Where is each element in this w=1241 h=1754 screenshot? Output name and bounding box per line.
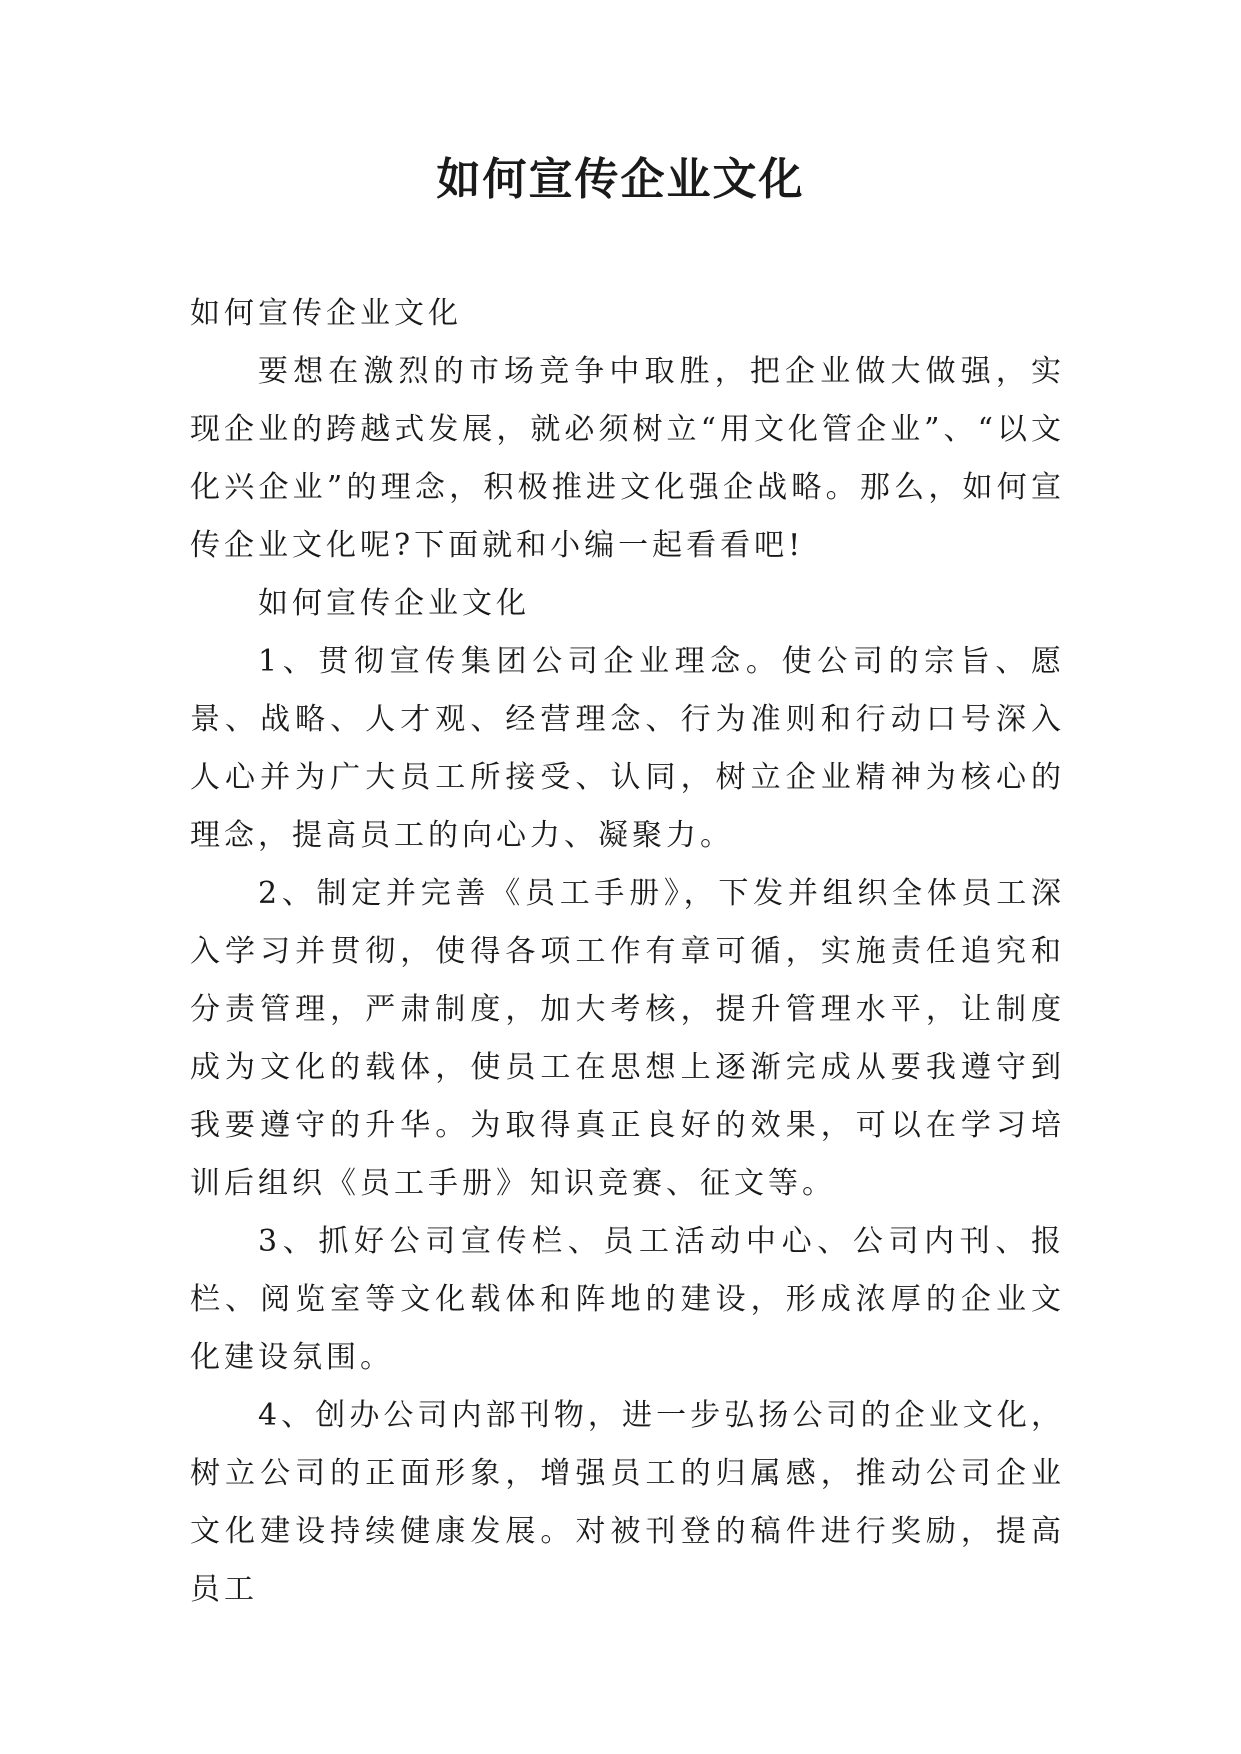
intro-paragraph: 要想在激烈的市场竞争中取胜，把企业做大做强，实现企业的跨越式发展，就必须树立“用文化管企业”、“以文化兴企业”的理念，积极推进文化强企战略。那么，如何宣传企业文化呢?下面就和小编一起看看吧!: [190, 354, 1065, 563]
point-4-paragraph: 4、创办公司内部刊物，进一步弘扬公司的企业文化，树立公司的正面形象，增强员工的归属感，推动公司企业文化建设持续健康发展。对被刊登的稿件进行奖励，提高员工: [190, 1398, 1065, 1607]
point-2-paragraph: 2、制定并完善《员工手册》，下发并组织全体员工深入学习并贯彻，使得各项工作有章可循，实施责任追究和分责管理，严肃制度，加大考核，提升管理水平，让制度成为文化的载体，使员工在思想上逐渐完成从要我遵守到我要遵守的升华。为取得真正良好的效果，可以在学习培训后组织《员工手册》知识竞赛、征文等。: [190, 876, 1065, 1201]
point-1-paragraph: 1、贯彻宣传集团公司企业理念。使公司的宗旨、愿景、战略、人才观、经营理念、行为准则和行动口号深入人心并为广大员工所接受、认同，树立企业精神为核心的理念，提高员工的向心力、凝聚力。: [190, 644, 1065, 853]
document-body: [190, 285, 1065, 1619]
subheading-paragraph: 如何宣传企业文化: [258, 586, 530, 621]
point-3-paragraph: 3、抓好公司宣传栏、员工活动中心、公司内刊、报栏、阅览室等文化载体和阵地的建设，形成浓厚的企业文化建设氛围。: [190, 1224, 1065, 1375]
page-title: 如何宣传企业文化: [436, 154, 805, 205]
section-heading-paragraph: 如何宣传企业文化: [190, 296, 462, 331]
